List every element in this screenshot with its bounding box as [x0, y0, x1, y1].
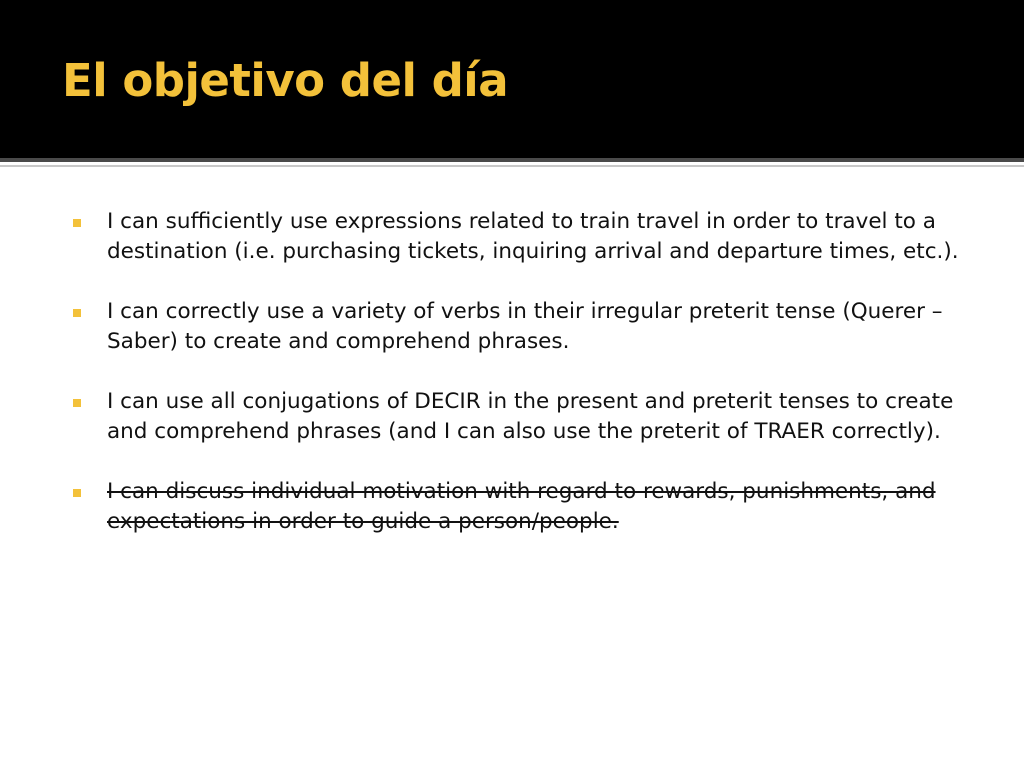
- square-bullet-icon: [73, 309, 81, 317]
- objective-item-2: [70, 297, 970, 357]
- objectives-list: [70, 207, 970, 567]
- slide-title: El objetivo del día: [62, 54, 509, 107]
- title-divider: [0, 158, 1024, 162]
- objective-item-1: [70, 207, 970, 267]
- square-bullet-icon: [73, 399, 81, 407]
- objective-item-4-struck: [70, 477, 970, 537]
- title-divider-accent: [0, 165, 1024, 167]
- title-bar: [0, 0, 1024, 158]
- objective-text-3: I can use all conjugations of DECIR in the present and preterit tenses to create and comprehend phrases (and I can also use the preterit of TRAER correctly).: [107, 389, 954, 444]
- square-bullet-icon: [73, 489, 81, 497]
- objective-text-1: I can sufficiently use expressions related to train travel in order to travel to a destination (i.e. purchasing tickets, inquiring arrival and departure times, etc.).: [107, 209, 959, 264]
- objective-text-4: I can discuss individual motivation with regard to rewards, punishments, and expectations in order to guide a person/people.: [107, 479, 936, 534]
- square-bullet-icon: [73, 219, 81, 227]
- objective-text-2: I can correctly use a variety of verbs in their irregular preterit tense (Querer –Saber) to create and comprehend phrases.: [107, 299, 943, 354]
- objective-item-3: [70, 387, 970, 447]
